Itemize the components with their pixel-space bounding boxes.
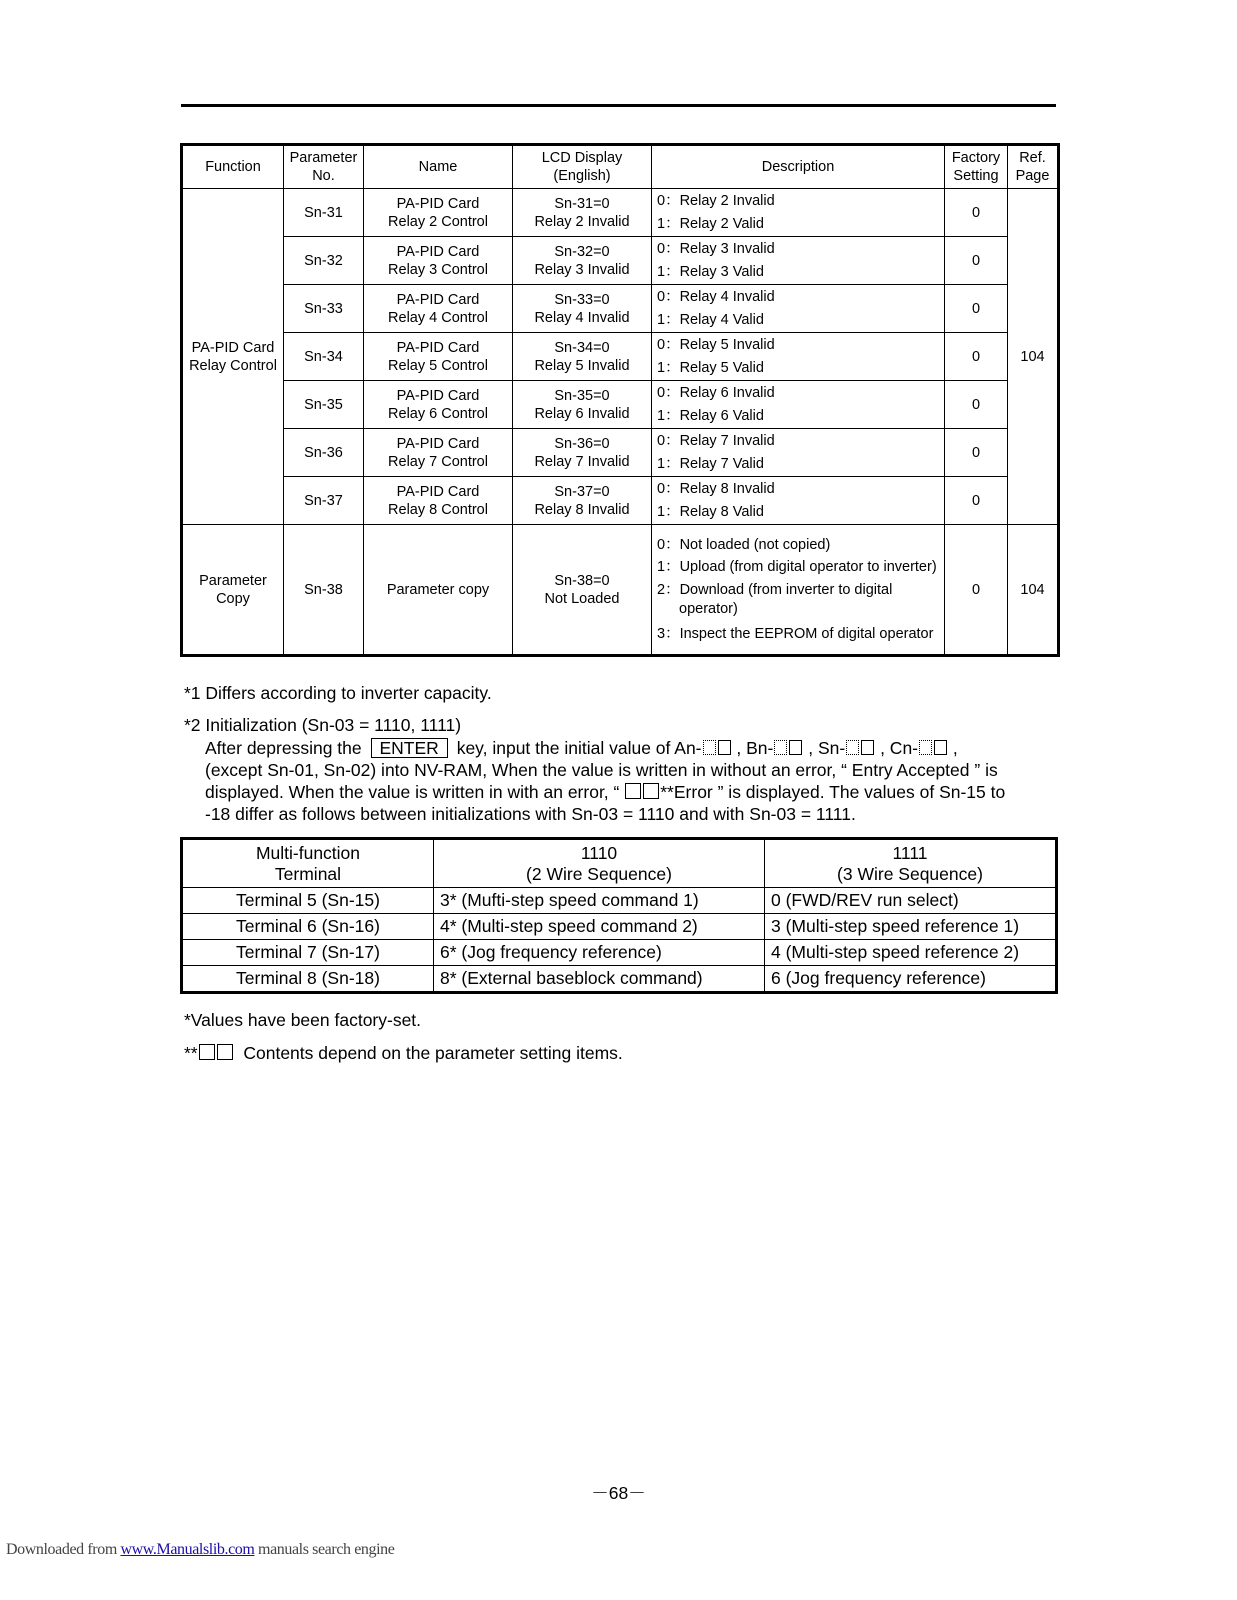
terminal-cell: Terminal 8 (Sn-18) [182,966,434,993]
note-2-title: *2 Initialization (Sn-03 = 1110, 1111) [184,715,462,735]
factory-setting-cell: 0 [945,189,1008,237]
note-2-line-4: -18 differ as follows between initializations with Sn-03 = 1110 and with Sn-03 = 1111. [205,804,856,824]
table-row [182,285,1059,333]
param-no-cell: Sn-38 [284,525,364,656]
name-cell: Parameter copy [364,525,513,656]
manualslib-link[interactable]: www.Manualslib.com [120,1541,255,1558]
three-wire-cell: 3 (Multi-step speed reference 1) [765,914,1057,940]
three-wire-cell: 0 (FWD/REV run select) [765,888,1057,914]
lcd-cell: Sn-34=0 Relay 5 Invalid [513,333,652,381]
description-cell: 0：Relay 2 Invalid 1：Relay 2 Valid [652,189,945,237]
description-cell: 0：Not loaded (not copied) 1：Upload (from digital operator to inverter) 2：Download (from inverter to digital operator) 3：Inspect the EEPROM of digital operator [652,525,945,656]
lcd-cell: Sn-32=0 Relay 3 Invalid [513,237,652,285]
seq-col-terminal: Multi-function Terminal [182,839,434,888]
footnote-contents: ** Contents depend on the parameter setting items. [184,1043,623,1063]
two-wire-cell: 4* (Multi-step speed command 2) [434,914,765,940]
ref-page-cell: 104 [1008,189,1059,525]
col-name: Name [364,145,513,189]
param-no-cell: Sn-34 [284,333,364,381]
note-2-line-1: After depressing the ENTER key, input the initial value of An- , Bn- , Sn- , Cn- , [205,738,958,758]
sequence-header-row [182,839,1057,888]
two-wire-cell: 3* (Mufti-step speed command 1) [434,888,765,914]
terminal-cell: Terminal 6 (Sn-16) [182,914,434,940]
description-cell: 0：Relay 6 Invalid 1：Relay 6 Valid [652,381,945,429]
sequence-row [182,966,1057,993]
description-cell: 0：Relay 5 Invalid 1：Relay 5 Valid [652,333,945,381]
description-cell: 0：Relay 8 Invalid 1：Relay 8 Valid [652,477,945,525]
description-cell: 0：Relay 7 Invalid 1：Relay 7 Valid [652,429,945,477]
col-description: Description [652,145,945,189]
note-1: *1 Differs according to inverter capacity. [184,683,492,703]
note-2-line-3: displayed. When the value is written in with an error, “ **Error ” is displayed. The values of Sn-15 to [205,782,1006,802]
seq-col-2wire: 1110 (2 Wire Sequence) [434,839,765,888]
two-wire-cell: 8* (External baseblock command) [434,966,765,993]
footnote-factory-set: *Values have been factory-set. [184,1010,422,1030]
table-row [182,189,1059,237]
param-no-cell: Sn-36 [284,429,364,477]
lcd-cell: Sn-37=0 Relay 8 Invalid [513,477,652,525]
col-param-no: Parameter No. [284,145,364,189]
ref-page-cell: 104 [1008,525,1059,656]
factory-setting-cell: 0 [945,237,1008,285]
table-header-row [182,145,1059,189]
factory-setting-cell: 0 [945,285,1008,333]
table-row [182,477,1059,525]
lcd-cell: Sn-38=0 Not Loaded [513,525,652,656]
terminal-cell: Terminal 5 (Sn-15) [182,888,434,914]
three-wire-cell: 4 (Multi-step speed reference 2) [765,940,1057,966]
table-row [182,381,1059,429]
name-cell: PA-PID Card Relay 3 Control [364,237,513,285]
lcd-cell: Sn-33=0 Relay 4 Invalid [513,285,652,333]
sequence-row [182,940,1057,966]
name-cell: PA-PID Card Relay 4 Control [364,285,513,333]
table-row [182,237,1059,285]
note-2-line-2: (except Sn-01, Sn-02) into NV-RAM, When the value is written in without an error, “ Entry Accepted ” is [205,760,998,780]
col-ref: Ref. Page [1008,145,1059,189]
name-cell: PA-PID Card Relay 8 Control [364,477,513,525]
factory-setting-cell: 0 [945,381,1008,429]
factory-setting-cell: 0 [945,477,1008,525]
page-number: －68－ [591,1483,646,1503]
factory-setting-cell: 0 [945,429,1008,477]
enter-key: ENTER [371,738,448,758]
function-cell: PA-PID Card Relay Control [182,189,284,525]
param-no-cell: Sn-35 [284,381,364,429]
factory-setting-cell: 0 [945,333,1008,381]
name-cell: PA-PID Card Relay 5 Control [364,333,513,381]
terminal-cell: Terminal 7 (Sn-17) [182,940,434,966]
sequence-row [182,914,1057,940]
function-cell: Parameter Copy [182,525,284,656]
name-cell: PA-PID Card Relay 2 Control [364,189,513,237]
lcd-cell: Sn-35=0 Relay 6 Invalid [513,381,652,429]
download-notice: Downloaded from www.Manualslib.com manuals search engine [6,1541,395,1558]
table-row [182,429,1059,477]
lcd-cell: Sn-36=0 Relay 7 Invalid [513,429,652,477]
param-no-cell: Sn-31 [284,189,364,237]
col-factory: Factory Setting [945,145,1008,189]
description-cell: 0：Relay 4 Invalid 1：Relay 4 Valid [652,285,945,333]
sequence-row [182,888,1057,914]
param-no-cell: Sn-37 [284,477,364,525]
param-no-cell: Sn-33 [284,285,364,333]
table-row [182,525,1059,656]
param-no-cell: Sn-32 [284,237,364,285]
seq-col-3wire: 1111 (3 Wire Sequence) [765,839,1057,888]
col-function: Function [182,145,284,189]
table-row [182,333,1059,381]
description-cell: 0：Relay 3 Invalid 1：Relay 3 Valid [652,237,945,285]
two-wire-cell: 6* (Jog frequency reference) [434,940,765,966]
col-lcd: LCD Display (English) [513,145,652,189]
lcd-cell: Sn-31=0 Relay 2 Invalid [513,189,652,237]
sequence-table [180,837,1058,994]
three-wire-cell: 6 (Jog frequency reference) [765,966,1057,993]
name-cell: PA-PID Card Relay 6 Control [364,381,513,429]
factory-setting-cell: 0 [945,525,1008,656]
name-cell: PA-PID Card Relay 7 Control [364,429,513,477]
parameter-table [180,143,1060,657]
header-rule [181,104,1056,107]
